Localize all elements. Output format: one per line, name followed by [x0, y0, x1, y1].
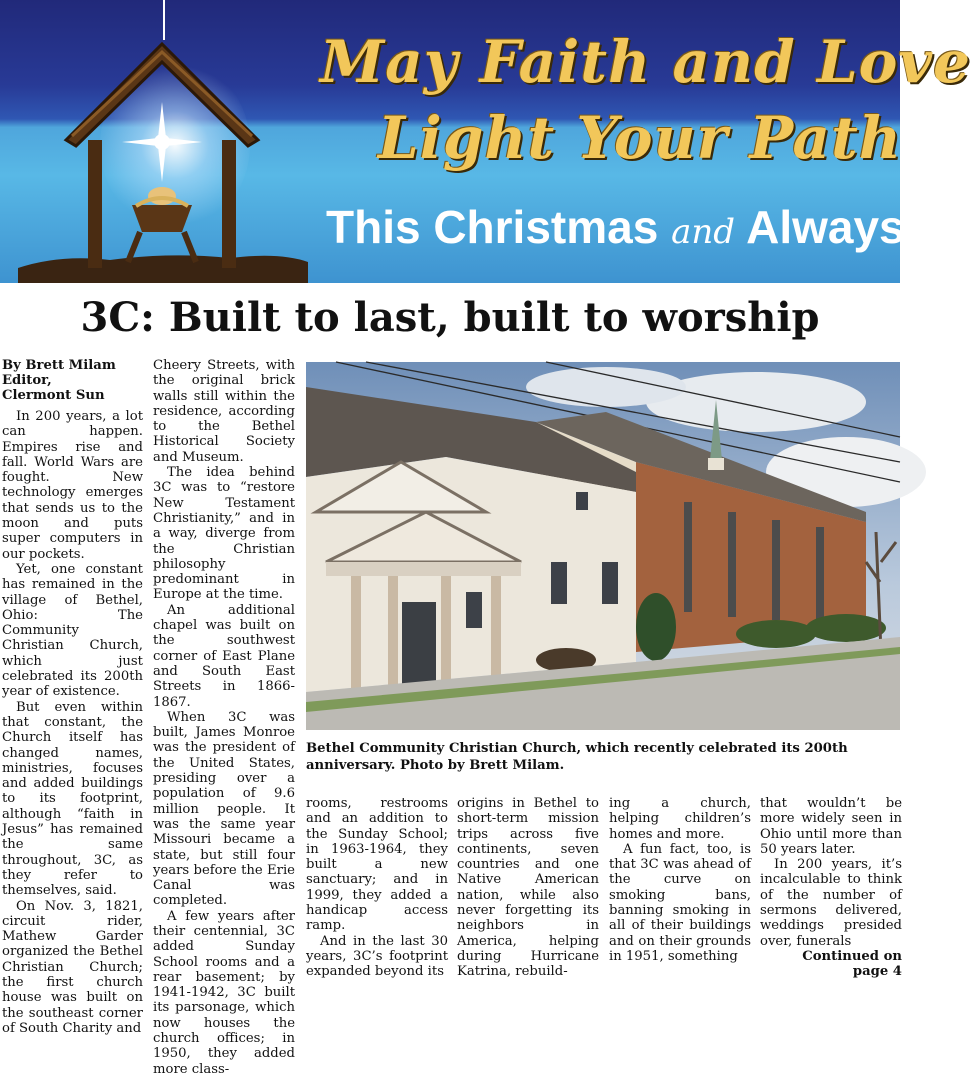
article-column-1 — [2, 358, 143, 1036]
article-title: 3C: Built to last, built to worship — [80, 294, 820, 341]
paragraph: ing a church, helping children’s homes and more. — [609, 796, 751, 842]
paragraph: Cheery Streets, with the original brick walls still within the residence, according to the Bethel Historical Society and Museum. — [153, 358, 295, 465]
article-column-5 — [609, 796, 751, 964]
star-icon — [122, 102, 202, 182]
paragraph: In 200 years, it’s incalculable to think of the number of sermons delivered, weddings presided over, funerals — [760, 857, 902, 949]
paragraph: And in the last 30 years, 3C’s footprint expanded beyond its — [306, 933, 448, 980]
article-column-6 — [760, 796, 902, 980]
paragraph: But even within that constant, the Church itself has changed names, ministries, focuses and added buildings to its footprint, although “faith in Jesus” has remained the same throughout, 3C, as they refer to themselves, said. — [2, 699, 143, 899]
paragraph: Yet, one constant has remained in the village of Bethel, Ohio: The Community Christian Church, which just celebrated its 200th year of existence. — [2, 561, 143, 700]
tagline — [326, 200, 905, 254]
paragraph: An additional chapel was built on the southwest corner of East Plane and South East Streets in 1866-1867. — [153, 602, 295, 710]
paragraph: In 200 years, a lot can happen. Empires rise and fall. World Wars are fought. New technology emerges that sends us to the moon and puts super computers in our pockets. — [2, 409, 143, 562]
byline-role: Editor, — [2, 373, 52, 388]
holiday-banner — [0, 0, 971, 283]
continued-link[interactable]: Continued on page 4 — [802, 948, 902, 980]
byline-author: By Brett Milam — [2, 358, 116, 373]
article-column-2 — [153, 358, 295, 1077]
tagline-and: and — [671, 212, 736, 252]
paragraph: The idea behind 3C was to “restore New Testament Christianity,” and in a way, diverge from the Christian philosophy predominant in Europe at the time. — [153, 465, 295, 603]
paragraph: When 3C was built, James Monroe was the president of the United States, presiding over a population of 9.6 million people. It was the same year Missouri became a state, but still four years before the Erie Canal was completed. — [153, 709, 295, 909]
star-ray — [162, 0, 166, 40]
tagline-right: Always — [746, 201, 905, 253]
paragraph: origins in Bethel to short-term mission trips across five continents, seven countries and one Native American nation, while also never forgetting its neighbors in America, helping during Hurricane Katrina, rebuild- — [457, 796, 599, 980]
tagline-left: This Christmas — [326, 201, 659, 253]
article-column-3 — [306, 796, 448, 980]
headline-line-1: May Faith and Love — [320, 28, 971, 96]
article-column-4 — [457, 796, 599, 980]
headline-line-2: Light Your Path — [378, 104, 903, 172]
paragraph: that wouldn’t be more widely seen in Ohio until more than 50 years later. — [760, 796, 902, 857]
paragraph: On Nov. 3, 1821, circuit rider, Mathew Garder organized the Bethel Christian Church; the first church house was built on the southeast corner of South Charity and — [2, 898, 143, 1036]
photo-caption: Bethel Community Christian Church, which recently celebrated its 200th anniversary. Photo by Brett Milam. — [306, 741, 848, 773]
church-photo — [306, 362, 900, 730]
byline-publication: Clermont Sun — [2, 388, 105, 403]
paragraph: rooms, restrooms and an addition to the Sunday School; in 1963-1964, they built a new sanctuary; and in 1999, they added a handicap access ramp. — [306, 796, 448, 934]
paragraph: A fun fact, too, is that 3C was ahead of the curve on smoking bans, banning smoking in all of their buildings and on their grounds in 1951, something — [609, 841, 751, 964]
paragraph: A few years after their centennial, 3C added Sunday School rooms and a rear basement; by 1941-1942, 3C built its parsonage, which now houses the church offices; in 1950, they added more class- — [153, 908, 295, 1077]
byline — [2, 358, 143, 403]
